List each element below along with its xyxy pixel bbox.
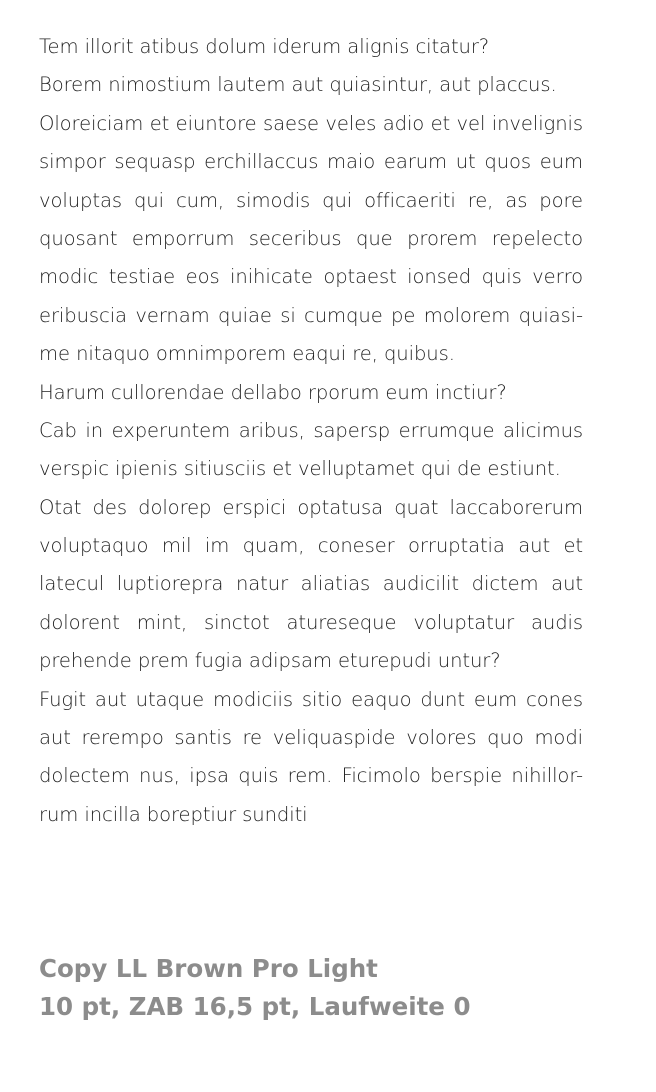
font-name-label: Copy LL Brown Pro Light xyxy=(39,954,378,983)
copy-line: Oloreiciam et eiuntore saese veles adio et vel invelignis xyxy=(39,111,583,135)
copy-line: voluptaquo mil im quam, coneser orruptatia aut et xyxy=(39,534,583,558)
copy-line: eribuscia vernam quiae si cumque pe molorem quiasi- xyxy=(39,303,583,327)
font-spec-caption xyxy=(39,950,471,1026)
copy-line: modic testiae eos inihicate optaest ionsed quis verro xyxy=(39,265,583,289)
copy-line: voluptas qui cum, simodis qui officaeriti re, as pore xyxy=(39,188,583,212)
copy-line: simpor sequasp erchillaccus maio earum ut quos eum xyxy=(39,150,583,174)
copy-line: Harum cullorendae dellabo rporum eum inctiur? xyxy=(39,380,507,404)
copy-line: latecul luptiorepra natur aliatias audicilit dictem aut xyxy=(39,572,583,596)
body-copy xyxy=(39,28,583,834)
copy-line: Borem nimostium lautem aut quiasintur, aut placcus. xyxy=(39,73,557,97)
copy-line: quosant emporrum seceribus que prorem repelecto xyxy=(39,226,583,250)
copy-line: dolorent mint, sinctot atureseque voluptatur audis xyxy=(39,610,583,634)
copy-line: Tem illorit atibus dolum iderum alignis citatur? xyxy=(39,35,490,58)
copy-line: dolectem nus, ipsa quis rem. Ficimolo berspie nihillor- xyxy=(39,764,583,788)
copy-line: Cab in experuntem aribus, sapersp errumque alicimus xyxy=(39,418,583,442)
copy-line: Fugit aut utaque modiciis sitio eaquo dunt eum cones xyxy=(39,687,583,711)
copy-line: me nitaquo omnimporem eaqui re, quibus. xyxy=(39,342,455,366)
font-settings-label: 10 pt, ZAB 16,5 pt, Laufweite 0 xyxy=(39,992,471,1021)
copy-line: rum incilla boreptiur sunditi xyxy=(39,802,308,826)
copy-line: aut rerempo santis re veliquaspide volores quo modi xyxy=(39,726,583,750)
copy-line: Otat des dolorep erspici optatusa quat laccaborerum xyxy=(39,495,583,519)
copy-line: prehende prem fugia adipsam eturepudi untur? xyxy=(39,649,501,673)
copy-line: verspic ipienis sitiusciis et velluptamet qui de estiunt. xyxy=(39,457,561,481)
